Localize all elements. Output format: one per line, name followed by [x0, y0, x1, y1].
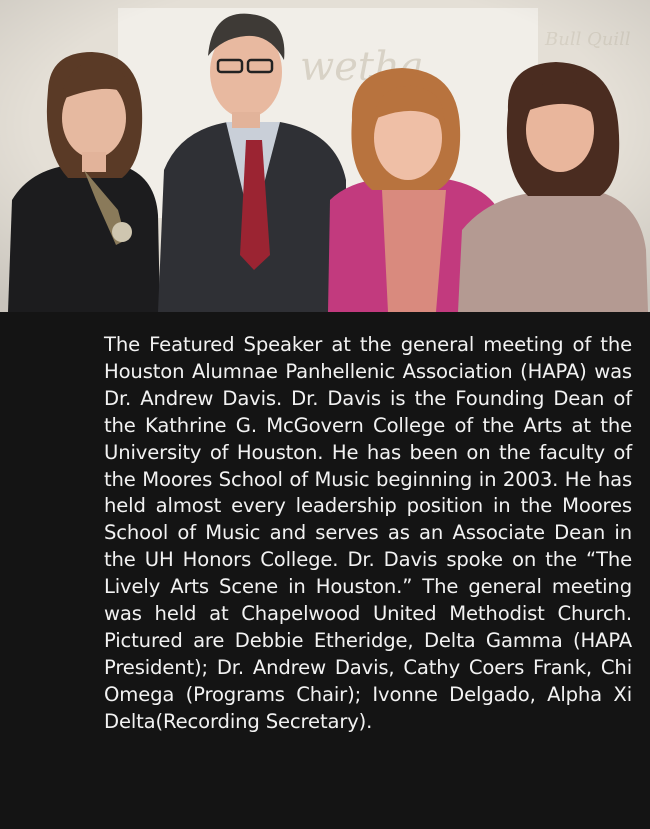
group-photo: [0, 0, 650, 312]
photo-caption-text: The Featured Speaker at the general meeting of the Houston Alumnae Panhellenic Association (HAPA) was Dr. Andrew Davis. Dr. Davis is the Founding Dean of the Kathrine G. McGovern College of the Arts at the University of Houston. He has been on the faculty of the Moores School of Music beginning in 2003. He has held almost every leadership position in the Moores School of Music and serves as an Associate Dean in the UH Honors College. Dr. Davis spoke on the “The Lively Arts Scene in Houston.” The general meeting was held at Chapelwood United Methodist Church. Pictured are Debbie Etheridge, Delta Gamma (HAPA President); Dr. Andrew Davis, Cathy Coers Frank, Chi Omega (Programs Chair); Ivonne Delgado, Alpha Xi Delta(Recording Secretary).: [104, 333, 632, 733]
group-photo-illustration: [0, 0, 650, 312]
caption-panel: [0, 312, 650, 829]
